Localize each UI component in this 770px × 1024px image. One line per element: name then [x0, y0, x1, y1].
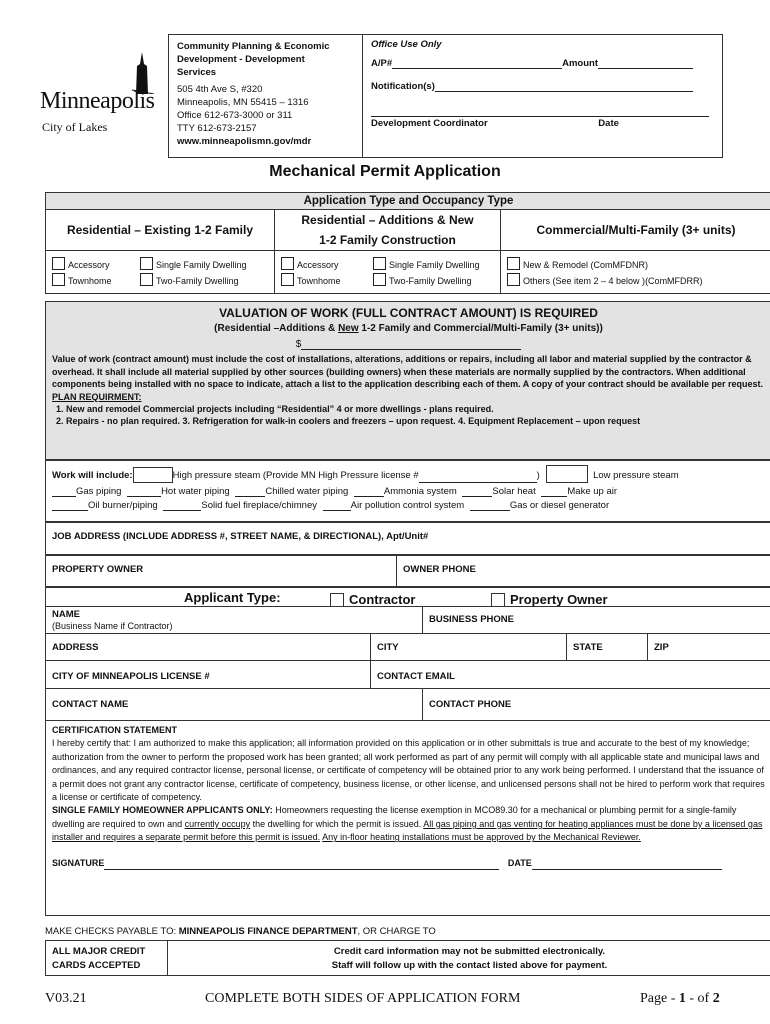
- coordinator-label: Development Coordinator: [371, 118, 488, 129]
- address-field[interactable]: [45, 633, 371, 661]
- makeup-field[interactable]: [541, 486, 567, 497]
- amount-field[interactable]: [598, 58, 693, 69]
- license-label: CITY OF MINNEAPOLIS LICENSE #: [52, 671, 210, 682]
- contact-email-label: CONTACT EMAIL: [377, 671, 455, 682]
- plan-req-2: 2. Repairs - no plan required. 3. Refrigeration for walk-in coolers and freezers – upon request. 4. Equipment Replacement – upon request: [56, 415, 641, 426]
- credit-card-label-box: [45, 940, 168, 976]
- state-field[interactable]: [566, 633, 648, 661]
- dept-website[interactable]: www.minneapolismn.gov/mdr: [177, 136, 312, 147]
- opt-townhome-2[interactable]: Townhome: [281, 273, 373, 287]
- job-address-field[interactable]: [45, 522, 770, 555]
- col-residential-existing: Residential – Existing 1-2 Family: [45, 209, 275, 251]
- state-label: STATE: [573, 642, 603, 653]
- dept-tty: TTY 612-673-2157: [177, 123, 257, 134]
- valuation-body: Value of work (contract amount) must include the cost of installations, alterations, additions or repairs, including all labor and material supplied by the contractor & overhead. It shall include all material supplied by other sources (building owners) when these materials are normally supplied by the contractors. When additional components being installed with no space to indicate, attach a list to the application describing each of them. A copy of your contract should be available per request.: [52, 354, 763, 389]
- col2-line2: 1-2 Family Construction: [319, 233, 456, 247]
- notifications-field[interactable]: [435, 81, 693, 92]
- city-logo: [40, 52, 155, 152]
- plan-req-1: 1. New and remodel Commercial projects including “Residential” 4 or more dwellings - plans required.: [56, 403, 494, 414]
- name-field[interactable]: [45, 606, 423, 634]
- job-address-label: JOB ADDRESS (INCLUDE ADDRESS #, STREET NAME, & DIRECTIONAL), Apt/Unit#: [52, 531, 429, 542]
- oil-label: Oil burner/piping: [88, 500, 158, 511]
- owner-phone-label: OWNER PHONE: [403, 564, 476, 575]
- col2-options: [274, 250, 501, 294]
- cw-label: Chilled water piping: [265, 486, 349, 497]
- gen-label: Gas or diesel generator: [509, 500, 610, 511]
- applicant-type-label: Applicant Type:: [184, 590, 281, 605]
- col1-options: [45, 250, 275, 294]
- makeup-label: Make up air: [567, 486, 618, 497]
- property-owner-label: PROPERTY OWNER: [52, 564, 144, 575]
- hw-label: Hot water piping: [161, 486, 230, 497]
- coordinator-line[interactable]: [371, 106, 709, 117]
- signature-date-field[interactable]: [532, 859, 722, 870]
- valuation-title: VALUATION OF WORK (FULL CONTRACT AMOUNT) IS REQUIRED: [219, 306, 598, 320]
- contact-name-label: CONTACT NAME: [52, 699, 129, 710]
- opt-townhome-1[interactable]: Townhome: [52, 273, 140, 287]
- ap-label: A/P#: [371, 58, 393, 69]
- property-owner-checkbox[interactable]: Property Owner: [491, 590, 608, 609]
- opt-accessory-1[interactable]: Accessory: [52, 257, 140, 271]
- gen-field[interactable]: [470, 500, 510, 511]
- property-owner-field[interactable]: [45, 555, 397, 587]
- footer-center: COMPLETE BOTH SIDES OF APPLICATION FORM: [205, 991, 521, 1006]
- col-commercial: Commercial/Multi-Family (3+ units): [500, 209, 770, 251]
- city-label: CITY: [377, 642, 399, 653]
- valuation-amount[interactable]: $: [52, 339, 765, 350]
- version-label: V03.21: [45, 991, 87, 1006]
- signature-field[interactable]: [104, 859, 499, 870]
- opt-tfd-1[interactable]: Two-Family Dwelling: [140, 276, 239, 286]
- amount-label: Amount: [562, 58, 599, 69]
- hp-license-field[interactable]: [419, 472, 537, 483]
- notifications-label: Notification(s): [371, 81, 435, 92]
- application-type-section: [45, 192, 770, 294]
- business-phone-label: BUSINESS PHONE: [429, 614, 514, 625]
- owner-phone-field[interactable]: [396, 555, 770, 587]
- dept-name-2: Development - Development: [177, 54, 305, 65]
- work-label: Work will include:: [52, 470, 133, 481]
- certification-section: [45, 720, 770, 916]
- address-label: ADDRESS: [52, 642, 99, 653]
- contact-email-field[interactable]: [370, 660, 770, 689]
- logo-tagline: City of Lakes: [42, 120, 108, 134]
- signature-label: SIGNATURE: [52, 857, 105, 868]
- col3-options: [500, 250, 770, 294]
- dept-address-1: 505 4th Ave S, #320: [177, 84, 263, 95]
- credit-line1: ALL MAJOR CREDIT: [52, 946, 146, 957]
- air-label: Air pollution control system: [350, 500, 465, 511]
- plan-req-label: PLAN REQUIRMENT:: [52, 391, 142, 402]
- dept-name-1: Community Planning & Economic: [177, 41, 330, 52]
- contact-phone-field[interactable]: [422, 688, 770, 721]
- contact-phone-label: CONTACT PHONE: [429, 699, 512, 710]
- solid-label: Solid fuel fireplace/chimney: [201, 500, 318, 511]
- department-info: [168, 34, 363, 158]
- office-use-box: [363, 34, 723, 158]
- work-include-section: Work will include: High pressure steam (Provide MN High Pressure license # ) Low pressure steam Gas piping Hot water piping Chilled water piping Ammonia system Solar heat Make up air Oil burner/piping Solid fuel fireplace/chimney Air pollution control system Gas or diesel generator: [45, 460, 770, 522]
- air-field[interactable]: [323, 500, 351, 511]
- lp-label: Low pressure steam: [593, 470, 679, 481]
- opt-others[interactable]: Others (See item 2 – 4 below )(ComMFDRR): [507, 273, 765, 287]
- valuation-subtitle: (Residential –Additions & New 1-2 Family and Commercial/Multi-Family (3+ units)): [214, 323, 603, 334]
- credit-card-message-box: [167, 940, 770, 976]
- ap-field[interactable]: [392, 58, 562, 69]
- coordinator-date-label: Date: [598, 118, 619, 129]
- city-field[interactable]: [370, 633, 567, 661]
- cert-body: I hereby certify that: I am authorized to make this application; all information provided on this application or in other submittals is true and accurate to the best of my knowledge; authorization from the owner to perform the proposed work has been granted; all work performed as part of any permit will comply with all applicable state and municipal laws and ordinances, and any required contractor license, personal license, or certificate of competency will be obtained prior to any work being performed. I understand that the issuance of a permit does not grant any contractor license, certificate of competency, business license, or other license, and unlicensed persons shall not be hired to perform work that requires a license or certificate of competency.: [52, 738, 765, 803]
- cert-homeowner: SINGLE FAMILY HOMEOWNER APPLICANTS ONLY: Homeowners requesting the license exemption in MCO89.30 for a mechanical or plumbing permit for a single-family dwelling are required to own and currently occupy the dwelling for which the permit is issued. All gas piping and gas venting for heating appliances must be done by a licensed gas installer and requires a separate permit before this permit is issued. Any in-floor heating installations must be approved by the Mechanical Reviewer.: [52, 805, 763, 843]
- logo-city: Minneapolis: [40, 88, 155, 114]
- business-phone-field[interactable]: [422, 606, 770, 634]
- credit-msg1: Credit card information may not be submitted electronically.: [333, 946, 606, 957]
- col2-line1: Residential – Additions & New: [301, 213, 474, 227]
- dept-name-3: Services: [177, 67, 217, 78]
- opt-new-remodel[interactable]: New & Remodel (ComMFDNR): [507, 257, 765, 271]
- checks-payable: MAKE CHECKS PAYABLE TO: MINNEAPOLIS FINANCE DEPARTMENT, OR CHARGE TO: [45, 926, 436, 937]
- zip-label: ZIP: [654, 642, 669, 653]
- gas-field[interactable]: [52, 486, 76, 497]
- signature-date-label: DATE: [507, 857, 532, 868]
- credit-msg2: Staff will follow up with the contact listed above for payment.: [331, 960, 608, 971]
- hp-label: High pressure steam (Provide MN High Pressure license #: [172, 470, 419, 481]
- page-number: Page - 1 - of 2: [640, 991, 720, 1006]
- opt-sfd-1[interactable]: Single Family Dwelling: [140, 260, 247, 270]
- contractor-checkbox[interactable]: Contractor: [330, 590, 415, 609]
- signature-row: [52, 857, 765, 870]
- applicant-type-row: [45, 587, 770, 607]
- opt-sfd-2[interactable]: Single Family Dwelling: [373, 260, 480, 270]
- hw-field[interactable]: [127, 486, 161, 497]
- name-sublabel: (Business Name if Contractor): [52, 621, 173, 631]
- form-title: Mechanical Permit Application: [269, 163, 501, 180]
- opt-accessory-2[interactable]: Accessory: [281, 257, 373, 271]
- solar-label: Solar heat: [492, 486, 536, 497]
- solar-field[interactable]: [462, 486, 492, 497]
- cw-field[interactable]: [235, 486, 265, 497]
- valuation-section: [45, 301, 770, 460]
- license-field[interactable]: [45, 660, 371, 689]
- opt-tfd-2[interactable]: Two-Family Dwelling: [373, 276, 472, 286]
- col-residential-new: [274, 209, 501, 251]
- solid-field[interactable]: [163, 500, 201, 511]
- office-use-title: Office Use Only: [371, 39, 442, 50]
- lp-box[interactable]: [546, 465, 588, 483]
- hp-box[interactable]: [133, 467, 173, 483]
- app-type-header: Application Type and Occupancy Type: [45, 192, 770, 210]
- dept-address-2: Minneapolis, MN 55415 – 1316: [177, 97, 309, 108]
- gas-label: Gas piping: [76, 486, 122, 497]
- zip-field[interactable]: [647, 633, 770, 661]
- dept-office-phone: Office 612-673-3000 or 311: [177, 110, 293, 121]
- amm-label: Ammonia system: [383, 486, 457, 497]
- amm-field[interactable]: [354, 486, 384, 497]
- credit-line2: CARDS ACCEPTED: [52, 960, 141, 971]
- cert-title: CERTIFICATION STATEMENT: [52, 725, 177, 735]
- name-label: NAME: [52, 609, 80, 620]
- oil-field[interactable]: [52, 500, 88, 511]
- contact-name-field[interactable]: [45, 688, 423, 721]
